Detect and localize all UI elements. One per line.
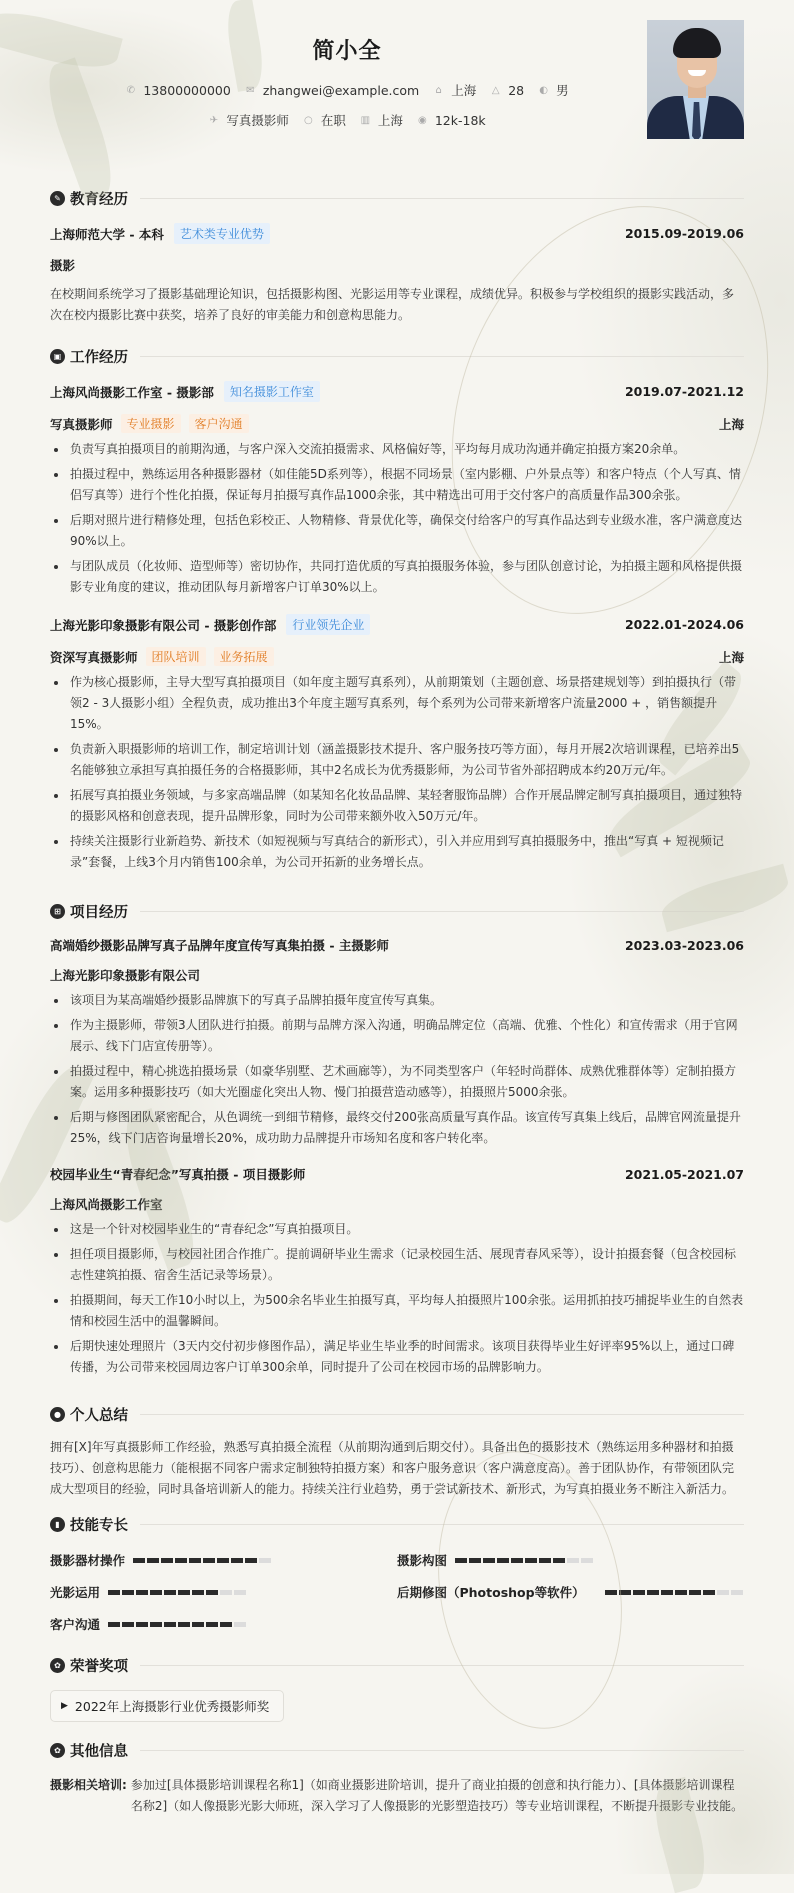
skill-segment	[150, 1590, 162, 1595]
skill-segment	[108, 1622, 120, 1627]
company-tag: 行业领先企业	[286, 614, 370, 635]
skill-segment	[511, 1558, 523, 1563]
skill-segment	[175, 1558, 187, 1563]
skill-segment	[133, 1558, 145, 1563]
phone-icon: ✆	[126, 84, 136, 96]
building-icon: ▥	[360, 114, 371, 126]
responsibility-list	[50, 672, 744, 873]
skill-segment	[497, 1558, 509, 1563]
list-item: 持续关注摄影行业新趋势、新技术（如短视频与写真结合的新形式），引入并应用到写真拍摄服务中，推出“写真 + 短视频记录”套餐，上线3个月内销售100余单，为公司开拓新的业务增长点。	[50, 831, 744, 873]
skill-segment	[178, 1590, 190, 1595]
skill-segment	[717, 1590, 729, 1595]
education-description: 在校期间系统学习了摄影基础理论知识，包括摄影构图、光影运用等专业课程，成绩优异。积极参与学校组织的摄影实践活动，多次在校内摄影比赛中获奖，培养了良好的审美能力和创意构思能力。	[50, 287, 735, 322]
job-intent-row	[50, 111, 744, 129]
skill-segment	[122, 1590, 134, 1595]
skill-segment	[178, 1622, 190, 1627]
age-icon: △	[491, 84, 500, 96]
list-item: 拍摄过程中，精心挑选拍摄场景（如豪华别墅、艺术画廊等），为不同类型客户（年轻时尚群体、成熟优雅群体等）定制拍摄方案。运用多种摄影技巧（如大光圈虚化突出人物、慢门拍摄营造动感等），拍摄照片5000余张。	[50, 1061, 744, 1103]
other-info-section	[50, 1740, 744, 1817]
skill-segment	[647, 1590, 659, 1595]
home-icon: ⌂	[435, 84, 442, 96]
list-item: 拍摄期间，每天工作10小时以上，为500余名毕业生拍摄写真，平均每人拍摄照片100余张。运用抓拍技巧捕捉毕业生的自然表情和校园生活中的温馨瞬间。	[50, 1290, 744, 1332]
skill-level-bar	[108, 1622, 246, 1627]
list-item: 拍摄过程中，熟练运用各种摄影器材（如佳能5D系列等），根据不同场景（室内影棚、户外景点等）和客户特点（个人写真、情侣写真等）进行个性化拍摄，保证每月拍摄写真作品1000余张，其中精选出可用于交付客户的高质量作品300余张。	[50, 464, 744, 506]
section-title: ✎ 教育经历	[50, 188, 744, 209]
skill-segment	[605, 1590, 617, 1595]
project-company: 上海光影印象摄影有限公司	[50, 968, 201, 983]
skill-segment	[164, 1622, 176, 1627]
skill-level-bar	[455, 1558, 593, 1563]
skill-segment	[567, 1558, 579, 1563]
other-info-row	[50, 1775, 744, 1817]
date-range: 2022.01-2024.06	[624, 617, 744, 632]
projects-section	[50, 901, 744, 1378]
skill-segment	[661, 1590, 673, 1595]
project-detail-list	[50, 990, 744, 1149]
skill-segment	[220, 1590, 232, 1595]
skill-segment	[203, 1558, 215, 1563]
section-title: ▣ 工作经历	[50, 346, 744, 367]
work-location: 上海	[718, 649, 744, 665]
skill-segment	[525, 1558, 537, 1563]
education-section	[50, 188, 744, 326]
work-section	[50, 346, 744, 873]
skill-segment	[192, 1622, 204, 1627]
skill-item: 后期修图（Photoshop等软件）	[397, 1583, 744, 1601]
list-item: 负责新入职摄影师的培训工作，制定培训计划（涵盖摄影技术提升、客户服务技巧等方面），每月开展2次培训课程，已培养出5名能够独立承担写真拍摄任务的合格摄影师，其中2名成长为优秀摄影师，为公司节省外部招聘成本约20万元/年。	[50, 739, 744, 781]
salary-icon: ◉	[417, 114, 427, 126]
work-location: 上海	[718, 416, 744, 432]
gender-item: ◐ 男	[539, 83, 569, 98]
skill-segment	[161, 1558, 173, 1563]
skill-segment	[245, 1558, 257, 1563]
responsibility-list	[50, 439, 744, 598]
skill-segment	[581, 1558, 593, 1563]
work-entry	[50, 614, 744, 873]
skill-segment	[136, 1622, 148, 1627]
skill-segment	[206, 1590, 218, 1595]
divider	[140, 1414, 744, 1415]
date-range: 2023.03-2023.06	[624, 937, 744, 953]
contact-row	[50, 81, 744, 99]
skill-segment	[206, 1622, 218, 1627]
target-city-item: ▥ 上海	[360, 113, 403, 128]
date-range: 2021.05-2021.07	[624, 1166, 744, 1182]
candidate-name: 简小全	[312, 39, 382, 64]
project-company: 上海风尚摄影工作室	[50, 1197, 163, 1212]
skill-segment	[675, 1590, 687, 1595]
skill-segment	[619, 1590, 631, 1595]
skill-level-bar	[108, 1590, 246, 1595]
project-detail-list	[50, 1219, 744, 1378]
skill-segment	[108, 1590, 120, 1595]
list-item: 该项目为某高端婚纱摄影品牌旗下的写真子品牌拍摄年度宣传写真集。	[50, 990, 744, 1011]
list-item: 拓展写真拍摄业务领域，与多家高端品牌（如某知名化妆品品牌、某轻奢服饰品牌）合作开展品牌定制写真拍摄项目，通过独特的摄影风格和创意表现，提升品牌形象，同时为公司带来额外收入50万元/年。	[50, 785, 744, 827]
skill-level-bar	[605, 1590, 743, 1595]
award-item: ▶ 2022年上海摄影行业优秀摄影师奖	[50, 1690, 284, 1722]
skill-segment	[220, 1622, 232, 1627]
skill-segment	[703, 1590, 715, 1595]
list-item: 负责写真拍摄项目的前期沟通，与客户深入交流拍摄需求、风格偏好等，平均每月成功沟通并确定拍摄方案20余单。	[50, 439, 744, 460]
skill-segment	[483, 1558, 495, 1563]
skill-segment	[192, 1590, 204, 1595]
skill-segment	[189, 1558, 201, 1563]
info-icon: ✿	[50, 1743, 65, 1758]
skill-segment	[469, 1558, 481, 1563]
skills-grid	[50, 1551, 744, 1633]
list-item: 作为主摄影师，带领3人团队进行拍摄。前期与品牌方深入沟通，明确品牌定位（高端、优雅、个性化）和宣传需求（用于官网展示、线下门店宣传册等）。	[50, 1015, 744, 1057]
list-item: 后期对照片进行精修处理，包括色彩校正、人物精修、背景优化等，确保交付给客户的写真作品达到专业级水准，客户满意度达90%以上。	[50, 510, 744, 552]
divider	[140, 1750, 744, 1751]
skill-segment	[259, 1558, 271, 1563]
date-range: 2015.09-2019.06	[624, 226, 744, 241]
section-title: ✿ 荣誉奖项	[50, 1655, 744, 1676]
phone-item: ✆ 13800000000	[126, 82, 231, 98]
company-name: 上海光影印象摄影有限公司 - 摄影创作部	[50, 617, 277, 633]
award-icon: ✿	[50, 1658, 65, 1673]
list-item: 后期快速处理照片（3天内交付初步修图作品），满足毕业生毕业季的时间需求。该项目获得毕业生好评率95%以上，通过口碑传播，为公司带来校园周边客户订单300余单，同时提升了公司在校园市场的品牌影响力。	[50, 1336, 744, 1378]
skill-segment	[147, 1558, 159, 1563]
skill-segment	[633, 1590, 645, 1595]
user-icon: ●	[50, 1407, 65, 1422]
skill-segment	[553, 1558, 565, 1563]
other-info-label: 摄影相关培训:	[50, 1778, 127, 1792]
mail-icon: ✉	[246, 84, 255, 96]
company-name: 上海风尚摄影工作室 - 摄影部	[50, 384, 214, 400]
skill-item: 客户沟通	[50, 1615, 397, 1633]
school-degree: 上海师范大学 - 本科	[50, 226, 164, 242]
skill-segment	[234, 1622, 246, 1627]
skill-item: 摄影器材操作	[50, 1551, 397, 1569]
list-item: 与团队成员（化妆师、造型师等）密切协作，共同打造优质的写真拍摄服务体验，参与团队创意讨论，为拍摄主题和风格提供摄影专业角度的建议，推动团队每月新增客户订单30%以上。	[50, 556, 744, 598]
skill-segment	[234, 1590, 246, 1595]
skill-segment	[217, 1558, 229, 1563]
status-item: ○ 在职	[303, 113, 346, 128]
list-item: 这是一个针对校园毕业生的“青春纪念”写真拍摄项目。	[50, 1219, 744, 1240]
section-title: ⊞ 项目经历	[50, 901, 744, 922]
status-icon: ○	[303, 114, 313, 126]
graduation-cap-icon: ✎	[50, 191, 65, 206]
company-tag: 知名摄影工作室	[224, 381, 320, 402]
role-tag: 业务拓展	[214, 647, 274, 666]
grid-icon: ⊞	[50, 904, 65, 919]
divider	[140, 1665, 744, 1666]
gender-icon: ◐	[539, 84, 548, 96]
profile-photo	[647, 20, 744, 139]
bar-chart-icon: ▮	[50, 1517, 65, 1532]
skill-item: 光影运用	[50, 1583, 397, 1601]
email-item: ✉ zhangwei@example.com	[246, 82, 420, 98]
skills-section	[50, 1514, 744, 1633]
skill-segment	[122, 1622, 134, 1627]
project-entry	[50, 1165, 744, 1378]
education-entry	[50, 223, 744, 326]
skill-item: 摄影构图	[397, 1551, 744, 1569]
salary-item: ◉ 12k-18k	[417, 112, 486, 128]
divider	[140, 356, 744, 357]
major: 摄影	[50, 258, 76, 273]
list-item: 作为核心摄影师，主导大型写真拍摄项目（如年度主题写真系列），从前期策划（主题创意、场景搭建规划等）到拍摄执行（带领2 - 3人摄影小组）全程负责，成功推出3个年度主题写真系列，每个系列为公司带来新增客户流量2000 + ，销售额提升15%。	[50, 672, 744, 735]
role-tag: 专业摄影	[121, 414, 181, 433]
project-name: 校园毕业生“青春纪念”写真拍摄 - 项目摄影师	[50, 1167, 306, 1182]
job-title: 资深写真摄影师	[50, 649, 138, 665]
list-item: 后期与修图团队紧密配合，从色调统一到细节精修，最终交付200张高质量写真作品。该宣传写真集上线后，品牌官网流量提升25%，线下门店咨询量增长20%，成功助力品牌提升市场知名度和客户转化率。	[50, 1107, 744, 1149]
age-item: △ 28	[491, 82, 525, 98]
skill-segment	[689, 1590, 701, 1595]
school-tag: 艺术类专业优势	[174, 223, 270, 244]
summary-text: 拥有[X]年写真摄影师工作经验，熟悉写真拍摄全流程（从前期沟通到后期交付）。具备出色的摄影技术（熟练运用多种器材和拍摄技巧）、创意构思能力（能根据不同客户需求定制独特拍摄方案）和客户服务意识（客户满意度高）。善于团队协作，有带领团队完成大型项目的经验，同时具备培训新人的能力。持续关注行业趋势，勇于尝试新技术、新形式，为写真拍摄业务不断注入新活力。	[50, 1440, 735, 1496]
skill-segment	[231, 1558, 243, 1563]
position-item: ✈ 写真摄影师	[209, 113, 289, 128]
skill-segment	[731, 1590, 743, 1595]
other-info-value: 参加过[具体摄影培训课程名称1]（如商业摄影进阶培训，提升了商业拍摄的创意和执行能力）、[具体摄影培训课程名称2]（如人像摄影光影大师班，深入学习了人像摄影的光影塑造技巧）等专业培训课程，不断提升摄影专业技能。	[130, 1778, 744, 1813]
skill-segment	[455, 1558, 467, 1563]
project-entry	[50, 936, 744, 1149]
section-title: ▮ 技能专长	[50, 1514, 744, 1535]
role-tag: 客户沟通	[189, 414, 249, 433]
summary-section	[50, 1404, 744, 1500]
work-entry	[50, 381, 744, 598]
triangle-right-icon: ▶	[61, 1701, 68, 1711]
skill-segment	[539, 1558, 551, 1563]
job-title: 写真摄影师	[50, 416, 113, 432]
briefcase-icon: ▣	[50, 349, 65, 364]
skill-level-bar	[133, 1558, 271, 1563]
awards-section	[50, 1655, 744, 1722]
section-title: ✿ 其他信息	[50, 1740, 744, 1761]
divider	[140, 198, 744, 199]
project-name: 高端婚纱摄影品牌写真子品牌年度宣传写真集拍摄 - 主摄影师	[50, 938, 389, 953]
list-item: 担任项目摄影师，与校园社团合作推广。提前调研毕业生需求（记录校园生活、展现青春风采等），设计拍摄套餐（包含校园标志性建筑拍摄、宿舍生活记录等场景）。	[50, 1244, 744, 1286]
date-range: 2019.07-2021.12	[624, 384, 744, 399]
role-tag: 团队培训	[146, 647, 206, 666]
skill-segment	[164, 1590, 176, 1595]
skill-segment	[150, 1622, 162, 1627]
job-icon: ✈	[209, 114, 218, 126]
city-item: ⌂ 上海	[433, 81, 476, 99]
resume-header	[50, 20, 744, 170]
divider	[140, 911, 744, 912]
divider	[140, 1524, 744, 1525]
section-title: ● 个人总结	[50, 1404, 744, 1425]
skill-segment	[136, 1590, 148, 1595]
